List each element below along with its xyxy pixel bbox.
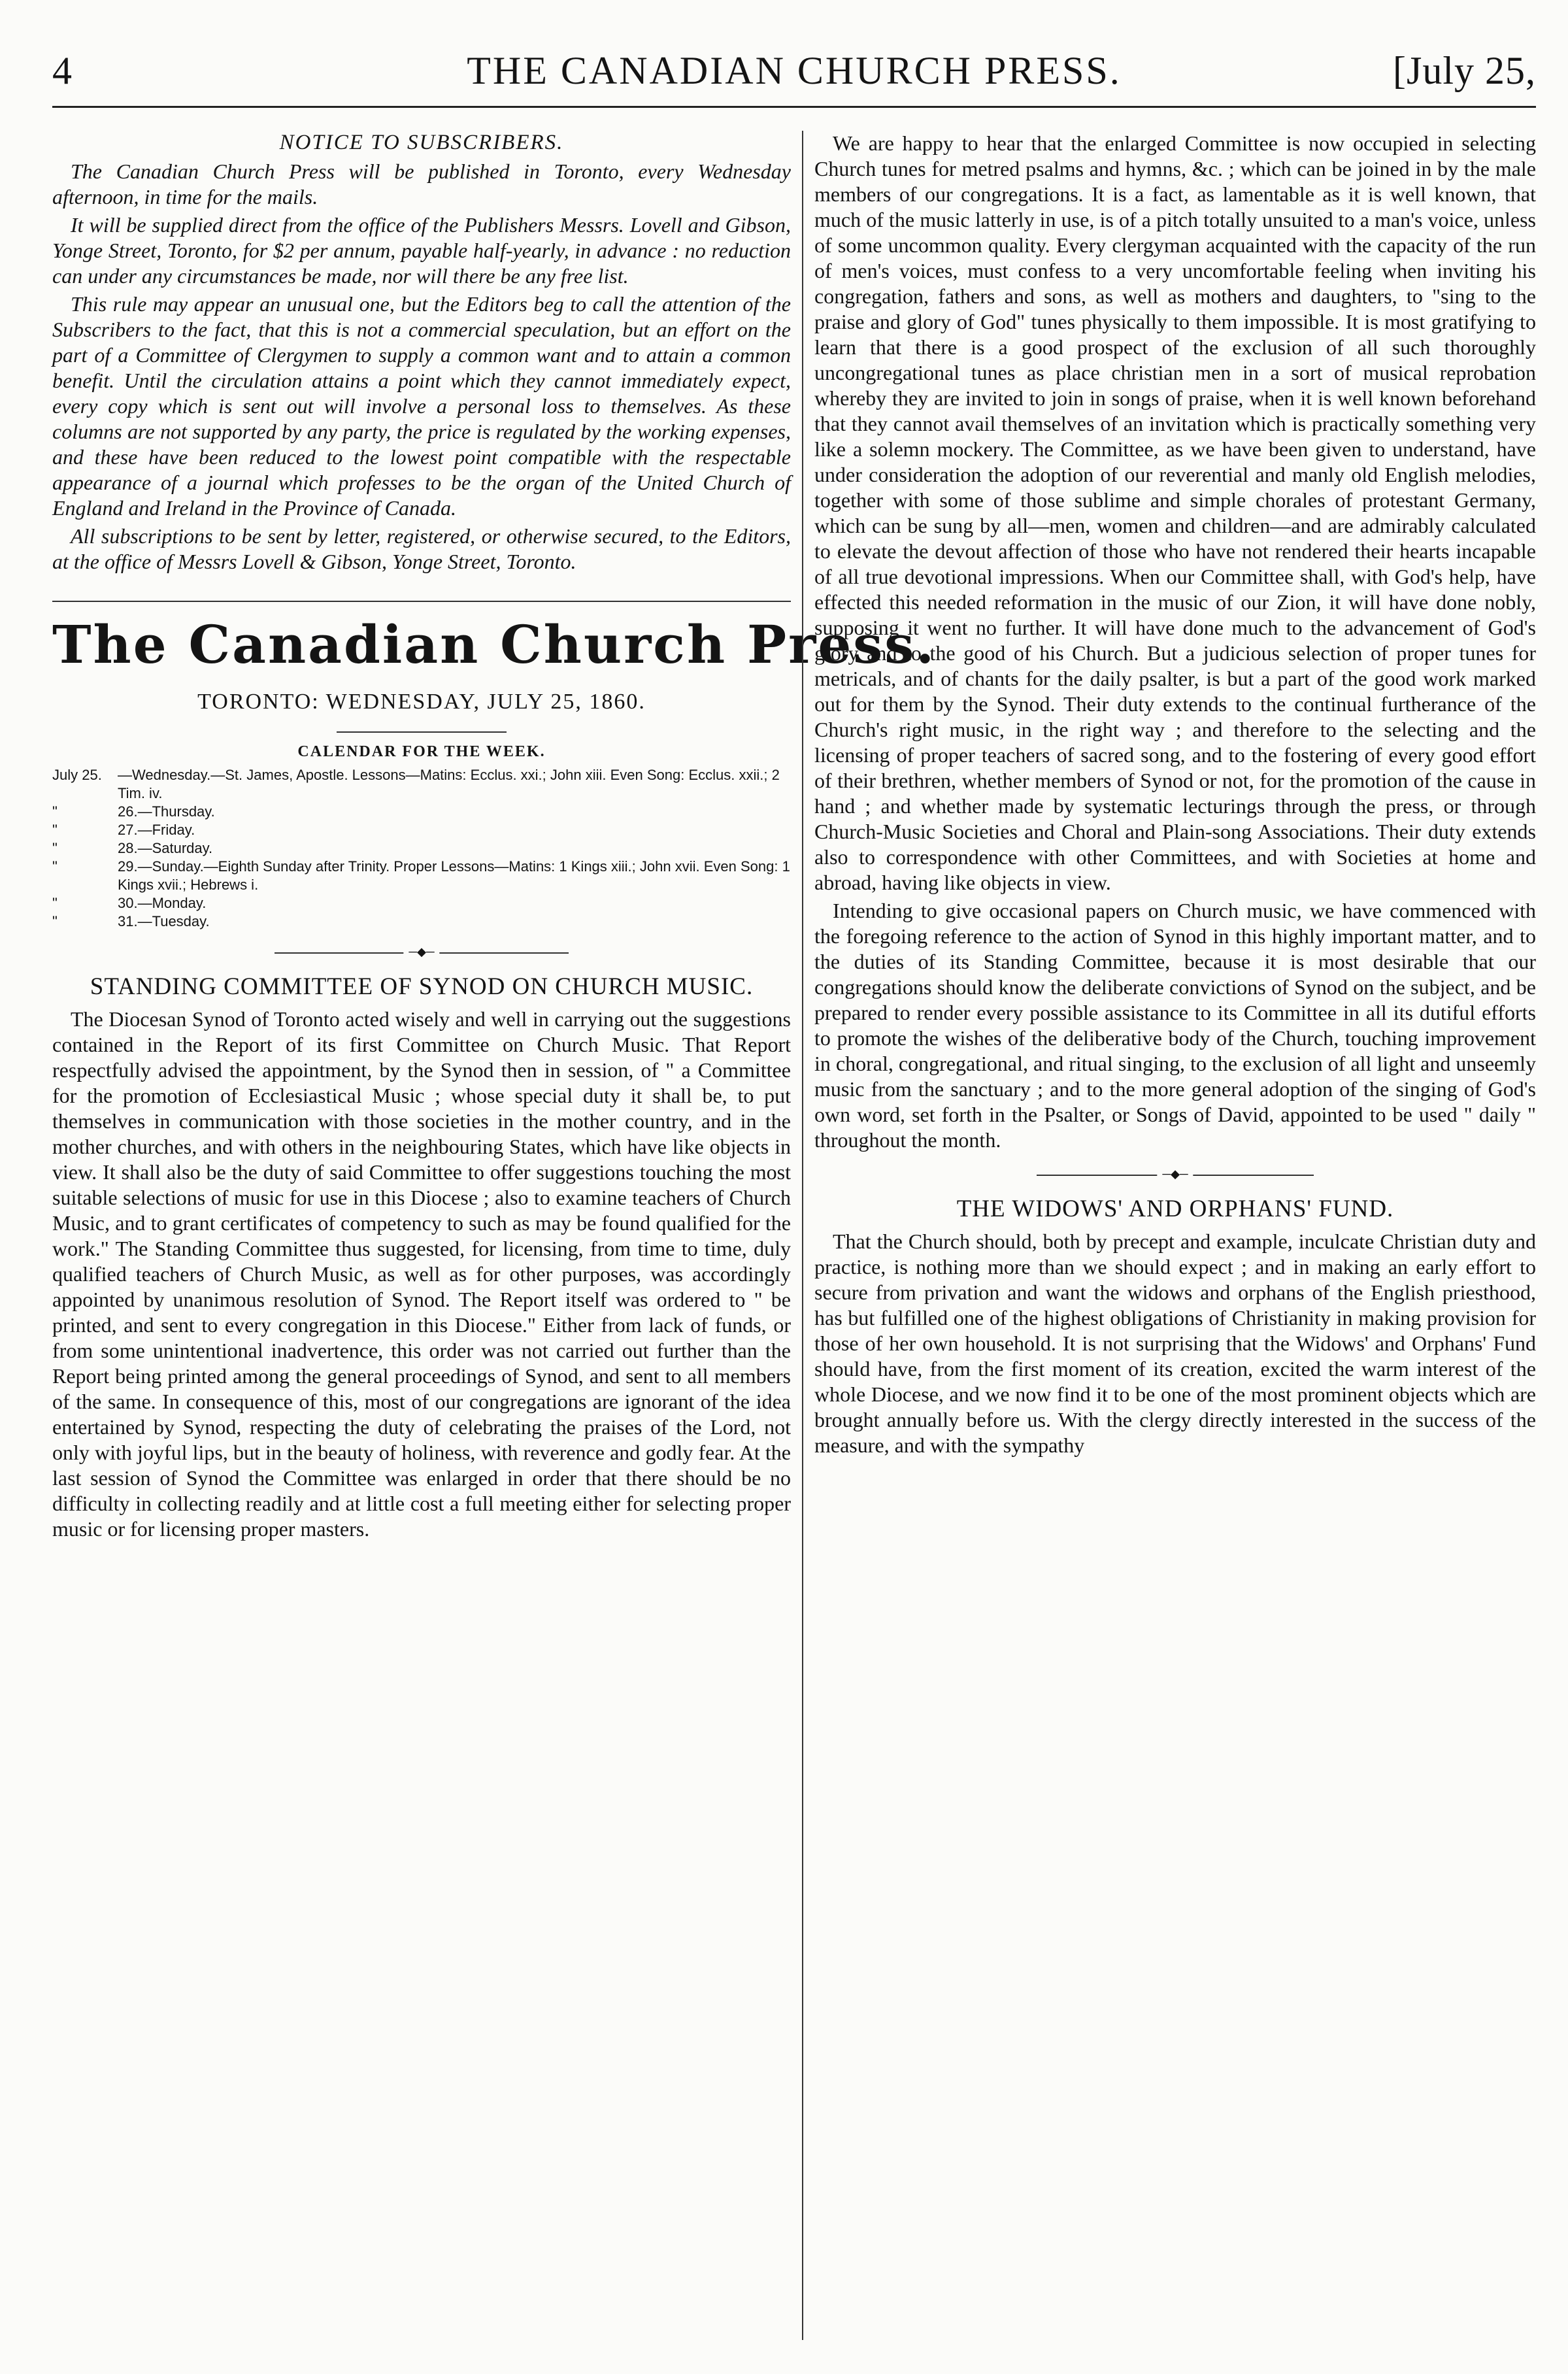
subscriber-notice [52, 131, 791, 575]
article-body-continued [814, 131, 1536, 1153]
calendar-row: " 26.—Thursday. [52, 803, 215, 820]
article-heading: THE WIDOWS' AND ORPHANS' FUND. [956, 1195, 1394, 1222]
article-body [814, 1229, 1536, 1458]
calendar [52, 743, 791, 931]
divider [337, 731, 507, 733]
notice-paragraph: All subscriptions to be sent by letter, registered, or otherwise secured, to the Editors, at the office of Messrs Lovell & Gibson, Yonge Street, Toronto. [52, 524, 791, 573]
article-body [52, 1007, 791, 1542]
masthead-name: The Canadian Church Press. [52, 614, 937, 675]
calendar-row: " 29.—Sunday.—Eighth Sunday after Trinity. Proper Lessons—Matins: 1 Kings xiii.; John xvii. Even Song: 1 Kings xvii.; Hebrews i. [52, 858, 790, 893]
ornament-divider [52, 945, 791, 961]
masthead [52, 601, 937, 714]
article-heading: STANDING COMMITTEE OF SYNOD ON CHURCH MUSIC. [90, 973, 754, 1000]
masthead-dateline: TORONTO: WEDNESDAY, JULY 25, 1860. [197, 690, 646, 714]
notice-paragraph: The Canadian Church Press will be published in Toronto, every Wednesday afternoon, in time for the mails. [52, 159, 791, 209]
calendar-row: " 31.—Tuesday. [52, 913, 210, 929]
article-paragraph: Intending to give occasional papers on Church music, we have commenced with the foregoing reference to the action of Synod in this highly important matter, and to the duties of its Standing Committee, because it is most desirable that our congregations should know the deliberate convictions of Synod on the subject, and be prepared to render every possible assistance to its Committee in all its dutiful efforts to promote the wishes of the deliberative body of the Church, touching improvement in choral, congregational, and ritual singing, to the exclusion of all light and unseemly music from the sanctuary ; and to the more general adoption of the singing of God's own word, set forth in the Psalter, or Songs of David, appointed to be used " daily " throughout the month. [814, 899, 1536, 1152]
article-paragraph: That the Church should, both by precept and example, inculcate Christian duty and practice, is nothing more than we should expect ; and in making an early effort to secure from privation and want the widows and orphans of the English priesthood, has but fulfilled one of the highest obligations of Christianity in making provision for those of her own household. It is not surprising that the Widows' and Orphans' Fund should have, from the first moment of its creation, excited the warm interest of the whole Diocese, and we now find it to be one of the most prominent objects which are brought annually before us. With the clergy directly interested in the success of the measure, and with the sympathy [814, 1229, 1536, 1457]
article-paragraph: We are happy to hear that the enlarged Committee is now occupied in selecting Church tunes for metred psalms and hymns, &c. ; which can be joined in by the male members of our congregations. It is a fact, as lamentable as it is well known, that much of the music latterly in use, is of a pitch totally unsuited to a man's voice, unless of some uncommon quality. Every clergyman acquainted with the capacity of the run of men's voices, must confess to a very uncomfortable feeling when inviting his congregation, fathers and sons, as well as mothers and daughters, to "sing to the praise and glory of God" tunes physically to them impossible. It is most gratifying to learn that there is a good prospect of the exclusion of all such thoroughly uncongregational tunes as place christian men in a sort of musical reprobation whereby they are invited to join in songs of praise, when it is well known beforehand that they cannot avail themselves of an invitation which is practically something very like a solemn mockery. The Committee, as we have been given to understand, have under consideration the adoption of our reverential and manly old English melodies, together with some of those sublime and simple chorales of protestant Germany, which can be sung by all—men, women and children—and are admirably calculated to elevate the devout affection of those who have not rendered their hearts incapable of all true devotional impressions. When our Committee shall, with God's help, have effected this needed reformation in the music of our Zion, it will have done nobly, supposing it went no further. It will have done much to the advancement of God's glory and to the good of his Church. But a judicious selection of proper tunes for metricals, and of chants for the daily psalter, is but a part of the good work marked out for them by the Synod. Their duty extends to the continual furtherance of the Church's right music, in the right way ; and therefore to the selecting and the licensing of proper teachers of sacred song, and to the fostering of every good effort of their brethren, whether members of Synod or not, for the promotion of the cause in hand ; and whether made by systematic lecturings through the press, or through Church-Music Societies and Choral and Plain-song Associations. Their duty extends also to correspondence with other Committees, and with Societies at home and abroad, having like objects in view. [814, 131, 1536, 894]
calendar-row: " 28.—Saturday. [52, 840, 213, 856]
article-paragraph: The Diocesan Synod of Toronto acted wisely and well in carrying out the suggestions contained in the Report of its first Committee on Church Music. That Report respectfully advised the appointment, by the Synod then in session, of " a Committee for the promotion of Ecclesiastical Music ; whose special duty it shall be, to put themselves in communication with those societies in the mother country, and in the mother churches, and with others in the neighbouring States, which have like objects in view. It shall also be the duty of said Committee to offer suggestions touching the most suitable selections of music for use in this Diocese ; also to examine teachers of Church Music, and to grant certificates of competency to such as may be found qualified for the work." The Standing Committee thus suggested, for licensing, from time to time, duly qualified teachers of Church Music, as well as for other purposes, was accordingly appointed by unanimous resolution of Synod. The Report itself was ordered to " be printed, and sent to every congregation in this Diocese." Either from lack of funds, or from some unintentional inadvertence, this order was not carried out further than the Report being printed among the general proceedings of Synod, and sent to all members of the same. In consequence of this, most of our congregations are ignorant of the idea entertained by Synod, respecting the duty of celebrating the praises of the Lord, not only with joyful lips, but in the beauty of holiness, with reverence and godly fear. At the last session of Synod the Committee was enlarged in order that there should be no difficulty in collecting readily and at little cost a full meeting either for selecting proper music or for licensing proper masters. [52, 1007, 791, 1541]
left-column [52, 131, 937, 2340]
notice-paragraph: This rule may appear an unusual one, but the Editors beg to call the attention of the Subscribers to the fact, that this is not a commercial speculation, but an effort on the part of a Committee of Clergymen to supply a common want and to attain a common benefit. Until the circulation attains a point which they cannot immediately expect, every copy which is sent out will involve a personal loss to themselves. As these columns are not supported by any party, the price is regulated by the working expenses, and these have been reduced to the lowest point compatible with the respectable appearance of a journal which professes to be the organ of the United Church of England and Ireland in the Province of Canada. [52, 292, 791, 520]
notice-heading: NOTICE TO SUBSCRIBERS. [279, 131, 564, 154]
issue-date: [July 25, [1393, 49, 1536, 92]
ornament-glyph: ─◆─ [403, 945, 439, 959]
calendar-row: " 27.—Friday. [52, 822, 195, 838]
running-head [52, 39, 1536, 98]
column-divider [802, 131, 803, 2340]
calendar-row: " 30.—Monday. [52, 895, 207, 911]
notice-paragraph: It will be supplied direct from the office of the Publishers Messrs. Lovell and Gibson, Yonge Street, Toronto, for $2 per annum, payable half-yearly, in advance : no reduction can under any circumstances be made, nor will there be any free list. [52, 213, 791, 288]
header-rule [52, 106, 1536, 108]
ornament-glyph: ─◆─ [1157, 1167, 1193, 1181]
right-column [814, 131, 1536, 2340]
calendar-row: July 25. —Wednesday.—St. James, Apostle. Lessons—Matins: Ecclus. xxi.; John xiii. Even Song: Ecclus. xxii.; 2 Tim. iv. [52, 767, 780, 801]
page-number: 4 [52, 49, 73, 92]
calendar-heading: CALENDAR FOR THE WEEK. [297, 743, 546, 760]
ornament-divider [814, 1167, 1536, 1183]
newspaper-title: THE CANADIAN CHURCH PRESS. [467, 49, 1122, 92]
